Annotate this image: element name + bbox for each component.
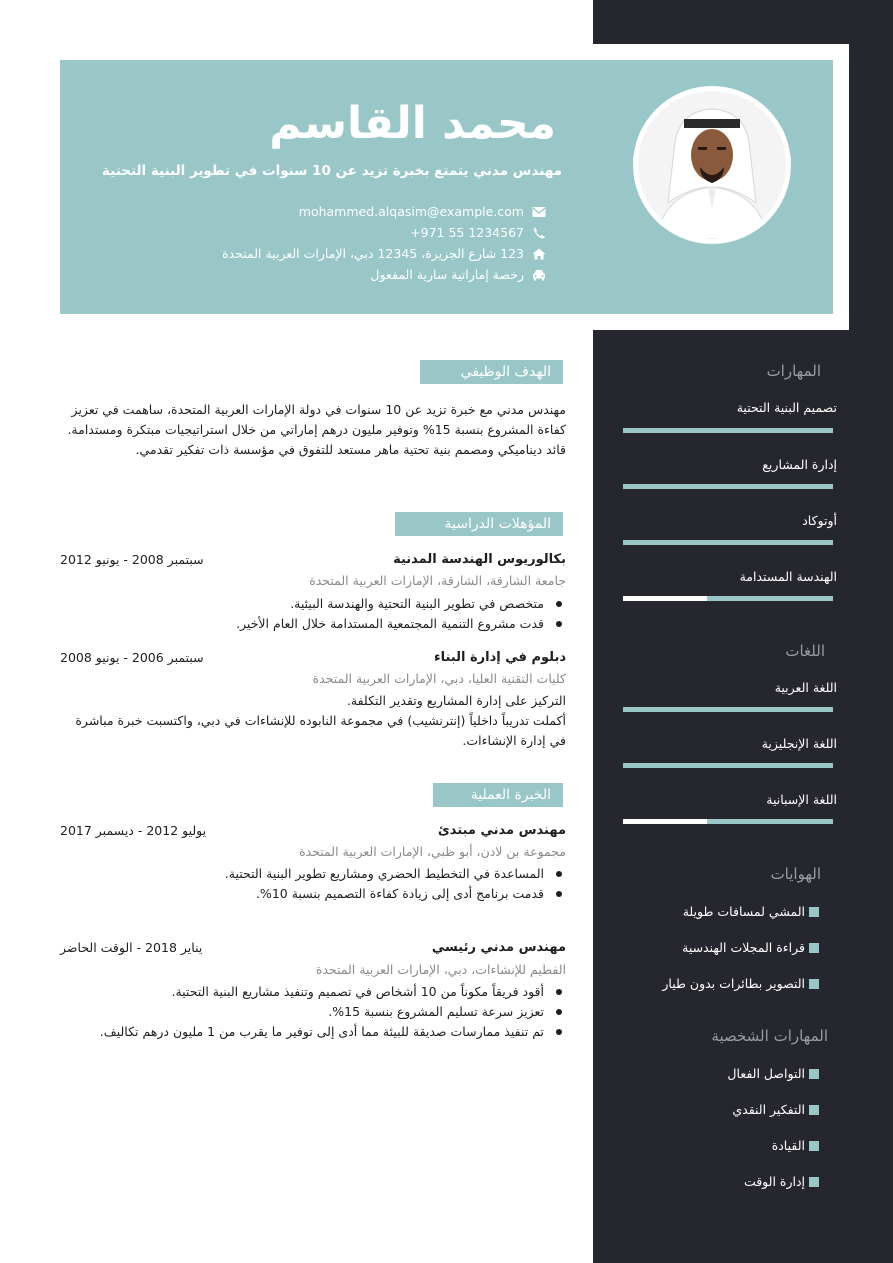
hobby-label: قراءة المجلات الهندسية bbox=[682, 940, 805, 955]
experience-entry-2-bullets bbox=[78, 982, 566, 1042]
education-detail-line: التركيز على إدارة المشاريع وتقدير التكلفة. bbox=[346, 693, 566, 708]
list-item: قدمت برنامج أدى إلى زيادة كفاءة التصميم بنسبة 10%. bbox=[225, 884, 566, 904]
square-bullet-icon bbox=[809, 1141, 819, 1151]
objective-title: الهدف الوظيفي bbox=[420, 360, 563, 384]
skill-bar-fill bbox=[623, 596, 707, 601]
institution: جامعة الشارقة، الشارقة، الإمارات العربية المتحدة bbox=[309, 573, 566, 588]
experience-entry-1-bullets bbox=[225, 864, 566, 904]
hobby-item bbox=[662, 976, 819, 991]
language-bar bbox=[623, 819, 833, 824]
hobbies-title: الهوايات bbox=[770, 865, 821, 883]
job-dates: يوليو 2012 - ديسمبر 2017 bbox=[60, 823, 207, 838]
contact-address bbox=[222, 246, 546, 261]
degree-title: بكالوريوس الهندسة المدنية bbox=[393, 552, 566, 567]
list-item: تم تنفيذ ممارسات صديقة للبيئة مما أدى إلى توفير ما يقرب من 1 مليون درهم تكاليف. bbox=[78, 1022, 566, 1042]
skill-label: إدارة المشاريع bbox=[762, 457, 837, 472]
education-detail-paragraph: أكملت تدريباً داخلياً (إنترنشيب) في مجموعة النابوده للإنشاءات في دبي، واكتسبت خبرة مباشرة في إدارة الإنشاءات. bbox=[75, 713, 566, 748]
skills-title: المهارات bbox=[766, 362, 821, 380]
language-bar bbox=[623, 763, 833, 768]
email-text: mohammed.alqasim@example.com bbox=[298, 204, 524, 219]
profile-photo bbox=[633, 86, 791, 244]
square-bullet-icon bbox=[809, 1177, 819, 1187]
language-bar-fill bbox=[623, 819, 707, 824]
soft-skill-label: التواصل الفعال bbox=[727, 1066, 805, 1081]
hobby-item bbox=[683, 904, 819, 919]
soft-skill-label: التفكير النقدي bbox=[732, 1102, 805, 1117]
language-label: اللغة الإسبانية bbox=[766, 792, 837, 807]
job-title: مهندس مدني مبتدئ bbox=[437, 823, 566, 838]
list-item: المساعدة في التخطيط الحضري ومشاريع تطوير البنية التحتية. bbox=[225, 864, 566, 884]
degree-dates: سبتمبر 2006 - يونيو 2008 bbox=[60, 650, 204, 665]
list-item: قدت مشروع التنمية المجتمعية المستدامة خلال العام الأخير. bbox=[236, 614, 566, 634]
hobby-label: التصوير بطائرات بدون طيار bbox=[662, 976, 805, 991]
square-bullet-icon bbox=[809, 1069, 819, 1079]
language-label: اللغة العربية bbox=[774, 680, 837, 695]
soft-skill-item bbox=[727, 1066, 819, 1081]
institution: كليات التقنية العليا، دبي، الإمارات العربية المتحدة bbox=[312, 671, 566, 686]
skill-bar bbox=[623, 428, 833, 433]
envelope-icon bbox=[532, 206, 546, 218]
square-bullet-icon bbox=[809, 1105, 819, 1115]
skill-label: أوتوكاد bbox=[802, 513, 837, 528]
languages-title: اللغات bbox=[785, 642, 825, 660]
license-text: رخصة إماراتية سارية المفعول bbox=[370, 267, 524, 282]
language-bar bbox=[623, 707, 833, 712]
job-dates: يناير 2018 - الوقت الحاضر bbox=[60, 940, 203, 955]
person-name: محمد القاسم bbox=[269, 98, 556, 149]
square-bullet-icon bbox=[809, 943, 819, 953]
skill-bar bbox=[623, 540, 833, 545]
company: الفطيم للإنشاءات، دبي، الإمارات العربية المتحدة bbox=[315, 962, 566, 977]
degree-title: دبلوم في إدارة البناء bbox=[434, 650, 566, 665]
avatar-image bbox=[638, 91, 786, 239]
skill-label: تصميم البنية التحتية bbox=[736, 400, 837, 415]
job-title: مهندس مدني رئيسي bbox=[431, 940, 566, 955]
language-label: اللغة الإنجليزية bbox=[761, 736, 837, 751]
contact-email[interactable] bbox=[299, 204, 546, 219]
education-entry-1-header bbox=[60, 552, 566, 572]
home-icon bbox=[532, 248, 546, 260]
experience-entry-2-header bbox=[60, 940, 566, 960]
soft-skill-item bbox=[772, 1138, 819, 1153]
phone-text: +971 55 1234567 bbox=[410, 225, 524, 240]
degree-dates: سبتمبر 2008 - يونيو 2012 bbox=[60, 552, 204, 567]
headline: مهندس مدني يتمتع بخبرة تزيد عن 10 سنوات في تطوير البنية التحتية bbox=[102, 163, 562, 179]
soft-skill-item bbox=[732, 1102, 819, 1117]
square-bullet-icon bbox=[809, 907, 819, 917]
hobby-label: المشي لمسافات طويلة bbox=[682, 904, 805, 919]
square-bullet-icon bbox=[809, 979, 819, 989]
company: مجموعة بن لادن، أبو ظبي، الإمارات العربية المتحدة bbox=[299, 844, 566, 859]
hobby-item bbox=[682, 940, 819, 955]
skill-bar bbox=[623, 596, 833, 601]
skill-bar bbox=[623, 484, 833, 489]
contact-phone[interactable] bbox=[410, 225, 546, 240]
list-item: متخصص في تطوير البنية التحتية والهندسة البيئية. bbox=[236, 594, 566, 614]
list-item: تعزيز سرعة تسليم المشروع بنسبة 15%. bbox=[78, 1002, 566, 1022]
soft-skill-item bbox=[744, 1174, 819, 1189]
soft-skills-title: المهارات الشخصية bbox=[711, 1027, 828, 1045]
experience-entry-1-header bbox=[60, 823, 566, 843]
car-icon bbox=[532, 269, 546, 281]
soft-skill-label: إدارة الوقت bbox=[743, 1174, 805, 1189]
soft-skill-label: القيادة bbox=[771, 1138, 805, 1153]
skill-label: الهندسة المستدامة bbox=[739, 569, 837, 584]
phone-icon bbox=[532, 227, 546, 239]
objective-text: مهندس مدني مع خبرة تزيد عن 10 سنوات في دولة الإمارات العربية المتحدة، ساهمت في تعزيز كفاءة المشروع بنسبة 15% وتوفير مليون درهم إماراتي من خلال استراتيجيات مبتكرة ومستدامة. قائد ديناميكي ومصمم بنية تحتية ماهر مستعد للتفوق في مؤسسة ذات تفكير تقدمي. bbox=[67, 402, 566, 457]
list-item: أقود فريقاً مكوناً من 10 أشخاص في تصميم وتنفيذ مشاريع البنية التحتية. bbox=[78, 982, 566, 1002]
education-entry-1-bullets bbox=[236, 594, 566, 634]
education-entry-2-header bbox=[60, 650, 566, 670]
education-title: المؤهلات الدراسية bbox=[395, 512, 563, 536]
experience-title: الخبرة العملية bbox=[433, 783, 563, 807]
address-text: 123 شارع الجزيرة، 12345 دبي، الإمارات العربية المتحدة bbox=[222, 246, 524, 261]
contact-license bbox=[370, 267, 546, 282]
